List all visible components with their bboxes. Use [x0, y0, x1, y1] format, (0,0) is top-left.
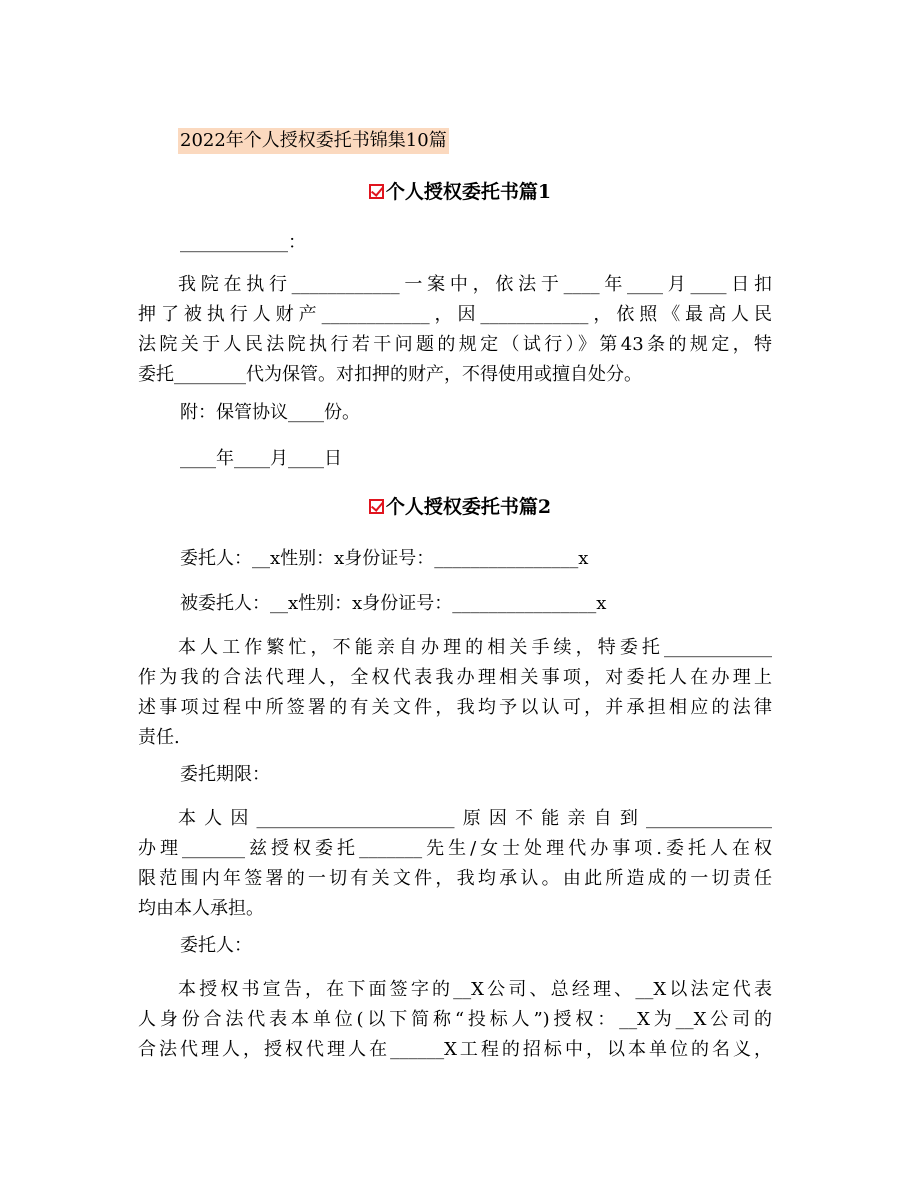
- section-1-heading: [0, 179, 920, 205]
- paragraph-line: 人身份合法代表本单位(以下简称“投标人”)授权：__X为__X公司的: [138, 1009, 772, 1030]
- section-2-paragraph-2: [138, 804, 772, 924]
- agent-info-line: 被委托人：__x性别：x身份证号：________________x: [180, 593, 607, 614]
- paragraph-line: 责任.: [138, 727, 180, 748]
- paragraph-line: 我院在执行____________一案中，依法于____年____月____日扣: [178, 274, 772, 295]
- paragraph-line: 法院关于人民法院执行若干问题的规定（试行）》第43条的规定，特: [138, 334, 772, 355]
- paragraph-line: 本授权书宣告，在下面签字的__X公司、总经理、__X以法定代表: [178, 979, 772, 1000]
- paragraph-line: 述事项过程中所签署的有关文件，我均予以认可，并承担相应的法律: [138, 697, 772, 718]
- checkbox-checked-icon: [369, 499, 384, 514]
- principal-label: 委托人：: [180, 935, 252, 956]
- checkbox-checked-icon: [369, 184, 384, 199]
- section-2-paragraph-1: [138, 633, 772, 753]
- paragraph-line: 合法代理人，授权代理人在______X工程的招标中，以本单位的名义，: [138, 1039, 772, 1060]
- paragraph-line: 办理_______兹授权委托_______先生/女士处理代办事项.委托人在权: [138, 838, 772, 859]
- paragraph-line: 作为我的合法代理人，全权代表我办理相关事项，对委托人在办理上: [138, 667, 772, 688]
- section-2-title: 个人授权委托书篇2: [385, 496, 552, 518]
- paragraph-line: 押了被执行人财产____________，因____________，依照《最高人民: [138, 304, 772, 325]
- principal-info-line: 委托人：__x性别：x身份证号：________________x: [180, 548, 589, 569]
- term-label: 委托期限：: [180, 764, 270, 785]
- paragraph-line: 委托________代为保管。对扣押的财产，不得使用或擅自处分。: [138, 364, 642, 385]
- section-2-heading: [0, 494, 920, 520]
- paragraph-line: 本人因______________________原因不能亲自到______________: [178, 808, 772, 829]
- document-title: 2022年个人授权委托书锦集10篇: [178, 128, 449, 154]
- paragraph-line: 均由本人承担。: [138, 898, 264, 919]
- paragraph-line: 本人工作繁忙，不能亲自办理的相关手续，特委托____________: [178, 637, 772, 658]
- attachment-line: 附：保管协议____份。: [180, 402, 360, 423]
- date-line: ____年____月____日: [180, 448, 342, 469]
- paragraph-line: 限范围内年签署的一切有关文件，我均承认。由此所造成的一切责任: [138, 868, 772, 889]
- section-1-title: 个人授权委托书篇1: [385, 181, 552, 203]
- section-1-body-paragraph: [138, 270, 772, 390]
- section-2-paragraph-3: [138, 975, 772, 1065]
- salutation-line: ____________：: [180, 232, 306, 253]
